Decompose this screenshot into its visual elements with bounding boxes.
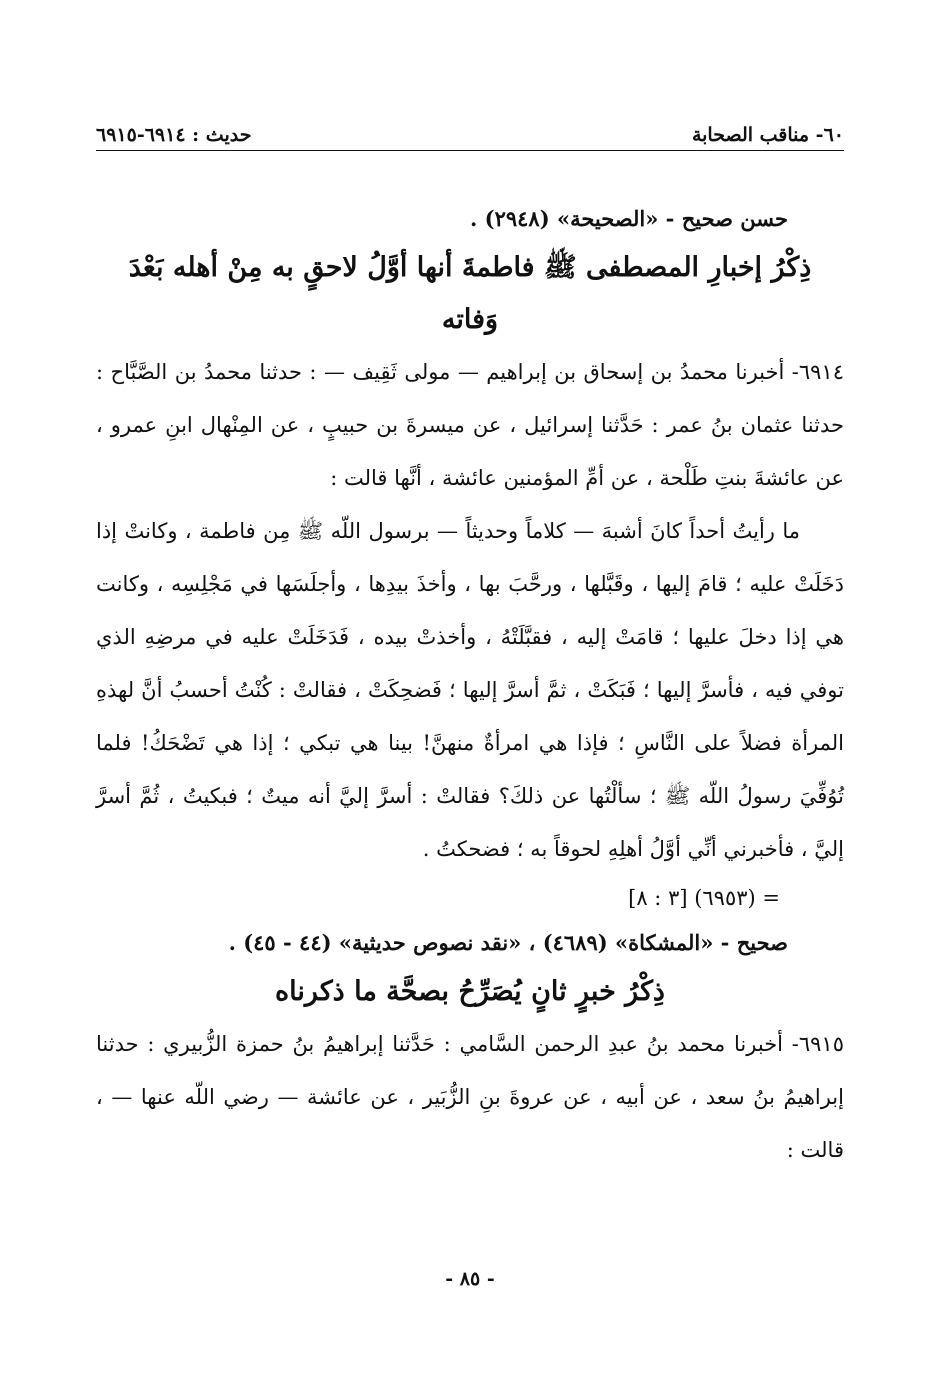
page-header [96, 112, 844, 146]
grade-note-1: حسن صحيح - «الصحيحة» (٢٩٤٨) . [470, 206, 788, 231]
chapter-heading-2: ذِكْرُ خبرٍ ثانٍ يُصَرِّحُ بصحَّة ما ذكرناه [275, 976, 665, 1007]
hadith-isnad-6915: ٦٩١٥- أخبرنا محمد بنُ عبدِ الرحمن السَّامي : حَدَّثنا إبراهيمُ بنُ حمزة الزُّبيري : حدثنا إبراهيمُ بنُ سعد ، عن أبيه ، عن عروةَ بنِ الزُّبَير ، عن عائشة — رضي اللّه عنها — ، قالت : [96, 1032, 844, 1162]
hadith-isnad-6914: ٦٩١٤- أخبرنا محمدُ بن إسحاق بن إبراهيم — مولى ثَقِيف — : حدثنا محمدُ بن الصَّبَّاح : حدثنا عثمان بنُ عمر : حَدَّثنا إسرائيل ، عن ميسرةَ بن حبيبٍ ، عن المِنْهال ابنِ عمرو ، عن عائشةَ بنتِ طَلْحة ، عن أمِّ المؤمنين عائشة ، أنَّها قالت : [96, 360, 844, 490]
hadith-reference-6914: = (٦٩٥٣) [٣ : ٨] [628, 886, 780, 910]
grade-note-2: صحيح - «المشكاة» (٤٦٨٩) ، «نقد نصوص حديثية» (٤٤ - ٤٥) . [228, 930, 788, 955]
page-body [96, 196, 844, 1177]
header-divider [96, 150, 844, 151]
header-hadith-range: حديث : ٦٩١٤-٦٩١٥ [96, 124, 252, 146]
hadith-matn-6914: ما رأيتُ أحداً كانَ أشبهَ — كلاماً وحديثاً — برسول اللّه ﷺ مِن فاطمة ، وكانتْ إذا دَخَلَتْ عليه ؛ قامَ إليها ، وقَبَّلها ، ورحَّبَ بها ، وأخذَ بيدِها ، وأجلَسَها في مَجْلِسِه ، وكانت هي إذا دخلَ عليها ؛ قامَتْ إليه ، فقبَّلَتْهُ ، وأخذتْ بيده ، فَدَخَلَتْ عليه في مرضِهِ الذي توفي فيه ، فأسرَّ إليها ؛ فَبَكَتْ ، ثمَّ أسرَّ إليها ؛ فَضحِكَتْ ، فقالتْ : كُنْتُ أحسبُ أنَّ لهذهِ المرأة فضلاً على النَّاسِ ؛ فإذا هي امرأةٌ منهنَّ! بينا هي تبكي ؛ إذا هي تَضْحَكُ! فلما تُوُفِّيَ رسولُ اللّه ﷺ ؛ سألْتُها عن ذلكَ؟ فقالتْ : أسرَّ إليَّ أنه ميتٌ ؛ فبكيتُ ، ثُمَّ أسرَّ إليَّ ، فأخبرني أنِّي أوَّلُ أهلِهِ لحوقاً به ؛ فضحكتُ . [96, 519, 844, 861]
header-section-title: ٦٠- مناقب الصحابة [691, 124, 844, 146]
chapter-heading-1: ذِكْرُ إخبارِ المصطفى ﷺ فاطمةَ أنها أوَّلُ لاحقٍ به مِنْ أهله بَعْدَ وَفاته [128, 252, 812, 335]
page-number: - ٨٥ - [445, 1268, 495, 1290]
